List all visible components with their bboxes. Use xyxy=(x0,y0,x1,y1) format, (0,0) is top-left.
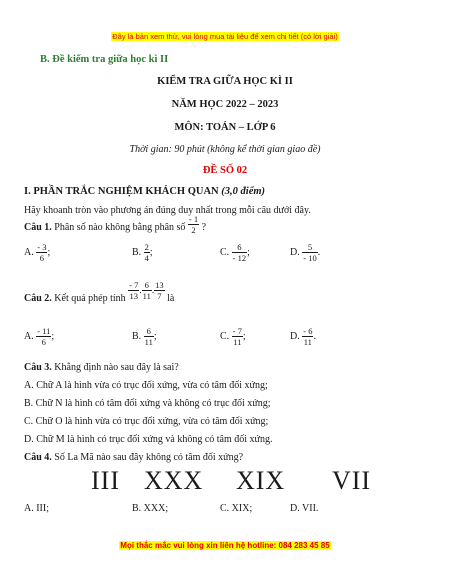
fraction-numerator: 2 xyxy=(144,241,149,252)
option-fraction xyxy=(232,242,247,263)
part1-heading xyxy=(24,186,265,197)
fraction-denominator: 11 xyxy=(233,336,242,347)
fraction-numerator: 13 xyxy=(155,279,164,290)
question-2-option-a[interactable] xyxy=(24,322,54,350)
fraction-numerator: - 3 xyxy=(37,241,47,252)
option-end: . xyxy=(313,330,316,342)
option-end: ; xyxy=(153,330,157,342)
question-2-option-d[interactable] xyxy=(290,322,316,350)
question-2-expression xyxy=(128,280,164,301)
roman-numeral-4: VII xyxy=(332,466,372,495)
question-3-option-b[interactable]: B. Chữ N là hình có tâm đối xứng và không có trục đối xứng; xyxy=(24,398,271,409)
option-letter: D. xyxy=(290,246,300,258)
option-end: ; xyxy=(149,246,153,258)
question-4-option-c[interactable]: C. XIX; xyxy=(220,503,253,514)
fraction-denominator: 6 xyxy=(41,336,46,347)
expression-fraction-3 xyxy=(151,279,165,301)
question-3-option-a[interactable]: A. Chữ A là hình vừa có trục đối xứng, vừa có tâm đối xứng; xyxy=(24,380,268,391)
hotline-notice: Mọi thắc mắc vui lòng xin liên hệ hotline: 084 283 45 85 xyxy=(120,541,330,550)
fraction-numerator: 6 xyxy=(142,280,152,291)
question-3-option-c[interactable]: C. Chữ O là hình vừa có trục đối xứng, vừa có tâm đối xứng; xyxy=(24,416,269,427)
fraction-denominator: 4 xyxy=(144,252,149,263)
instruction: Hãy khoanh tròn vào phương án đúng duy nhất trong mỗi câu dưới đây. xyxy=(24,205,311,216)
question-1-option-a[interactable] xyxy=(24,238,50,266)
option-fraction xyxy=(232,326,243,347)
roman-numeral-3: XIX xyxy=(236,466,286,495)
part1-points: (3,0 điểm) xyxy=(221,186,266,197)
part1-title: I. PHẦN TRẮC NGHIỆM KHÁCH QUAN xyxy=(24,186,219,197)
option-fraction xyxy=(36,242,47,263)
option-end: ; xyxy=(242,330,246,342)
question-2-option-c[interactable] xyxy=(220,322,246,350)
option-fraction xyxy=(36,326,51,347)
fraction-numerator: - 7 xyxy=(232,325,242,336)
question-3-label: Câu 3. xyxy=(24,362,52,373)
option-letter: C. xyxy=(220,330,230,342)
option-letter: B. xyxy=(132,330,142,342)
section-title: B. Đề kiểm tra giữa học kì II xyxy=(40,54,169,65)
question-4-option-b[interactable]: B. XXX; xyxy=(132,503,169,514)
question-3 xyxy=(24,362,179,373)
fraction-numerator: 6 xyxy=(144,326,154,337)
option-letter: D. xyxy=(290,330,300,342)
fraction-numerator: 6 xyxy=(232,242,247,253)
question-2-option-b[interactable] xyxy=(132,322,157,350)
fraction-denominator: 11 xyxy=(142,290,151,301)
option-letter: C. xyxy=(220,246,230,258)
option-end: . xyxy=(317,246,321,258)
question-1-option-c[interactable] xyxy=(220,238,250,266)
option-fraction xyxy=(144,326,154,347)
option-end: ; xyxy=(47,246,51,258)
fraction-numerator: - 7 xyxy=(129,279,139,290)
expression-fraction-2 xyxy=(142,279,155,301)
question-2-options xyxy=(24,322,444,350)
school-year: NĂM HỌC 2022 – 2023 xyxy=(171,99,279,110)
fraction-numerator: 5 xyxy=(302,242,317,253)
question-4-option-a[interactable]: A. III; xyxy=(24,503,49,514)
expression-fraction-1 xyxy=(128,279,142,301)
question-4-label: Câu 4. xyxy=(24,452,52,463)
option-end: ; xyxy=(247,246,250,258)
footer-notice-bar xyxy=(0,535,450,553)
question-2 xyxy=(24,279,174,317)
exam-number: ĐỀ SỐ 02 xyxy=(202,165,248,176)
question-4 xyxy=(24,452,243,463)
question-2-end: là xyxy=(167,292,175,304)
fraction-denominator: 11 xyxy=(303,336,312,347)
option-fraction xyxy=(302,326,313,347)
question-1-text: Phân số nào không bằng phân số xyxy=(54,221,186,233)
question-1-fraction xyxy=(188,214,199,235)
question-2-text: Kết quả phép tính xyxy=(54,292,126,304)
multiply-dot: . xyxy=(139,285,142,295)
question-1-option-b[interactable] xyxy=(132,238,153,266)
fraction-denominator: 11 xyxy=(144,336,153,347)
fraction-denominator: 6 xyxy=(39,252,44,263)
fraction-denominator: - 10 xyxy=(303,252,317,263)
preview-notice: Đây là bản xem thử, vui lòng mua tài liệu để xem chi tiết (có lời giải) xyxy=(112,32,338,41)
roman-numeral-1: III xyxy=(91,466,120,495)
option-letter: A. xyxy=(24,246,34,258)
fraction-denominator: 13 xyxy=(129,290,139,301)
option-fraction xyxy=(302,242,317,263)
question-1-options xyxy=(24,238,444,266)
question-3-option-d[interactable]: D. Chữ M là hình có trục đối xứng và không có tâm đối xứng. xyxy=(24,434,273,445)
fraction-denominator: - 12 xyxy=(232,252,247,263)
question-2-label: Câu 2. xyxy=(24,292,52,304)
duration-line: Thời gian: 90 phút (không kể thời gian giao đề) xyxy=(129,144,321,155)
roman-numeral-2: XXX xyxy=(144,466,204,495)
fraction-numerator: - 1 xyxy=(188,213,199,224)
question-1-end: ? xyxy=(201,221,207,233)
multiply-dot: . xyxy=(151,285,155,295)
fraction-denominator: 2 xyxy=(191,224,196,235)
fraction-numerator: - 6 xyxy=(303,325,313,336)
question-1-label: Câu 1. xyxy=(24,221,52,233)
option-letter: B. xyxy=(132,246,142,258)
question-4-text: Số La Mã nào sau đây không có tâm đối xứng? xyxy=(54,452,244,463)
fraction-numerator: - 11 xyxy=(37,325,51,336)
question-1-option-d[interactable] xyxy=(290,238,320,266)
option-letter: A. xyxy=(24,330,34,342)
exam-title: KIỂM TRA GIỮA HỌC KÌ II xyxy=(157,76,293,87)
fraction-denominator: 7 xyxy=(157,290,162,301)
option-end: ; xyxy=(51,330,55,342)
preview-notice-bar xyxy=(0,26,450,44)
question-3-text: Khẳng định nào sau đây là sai? xyxy=(54,362,179,373)
question-4-option-d[interactable]: D. VII. xyxy=(290,503,319,514)
subject-line: MÔN: TOÁN – LỚP 6 xyxy=(174,122,276,133)
